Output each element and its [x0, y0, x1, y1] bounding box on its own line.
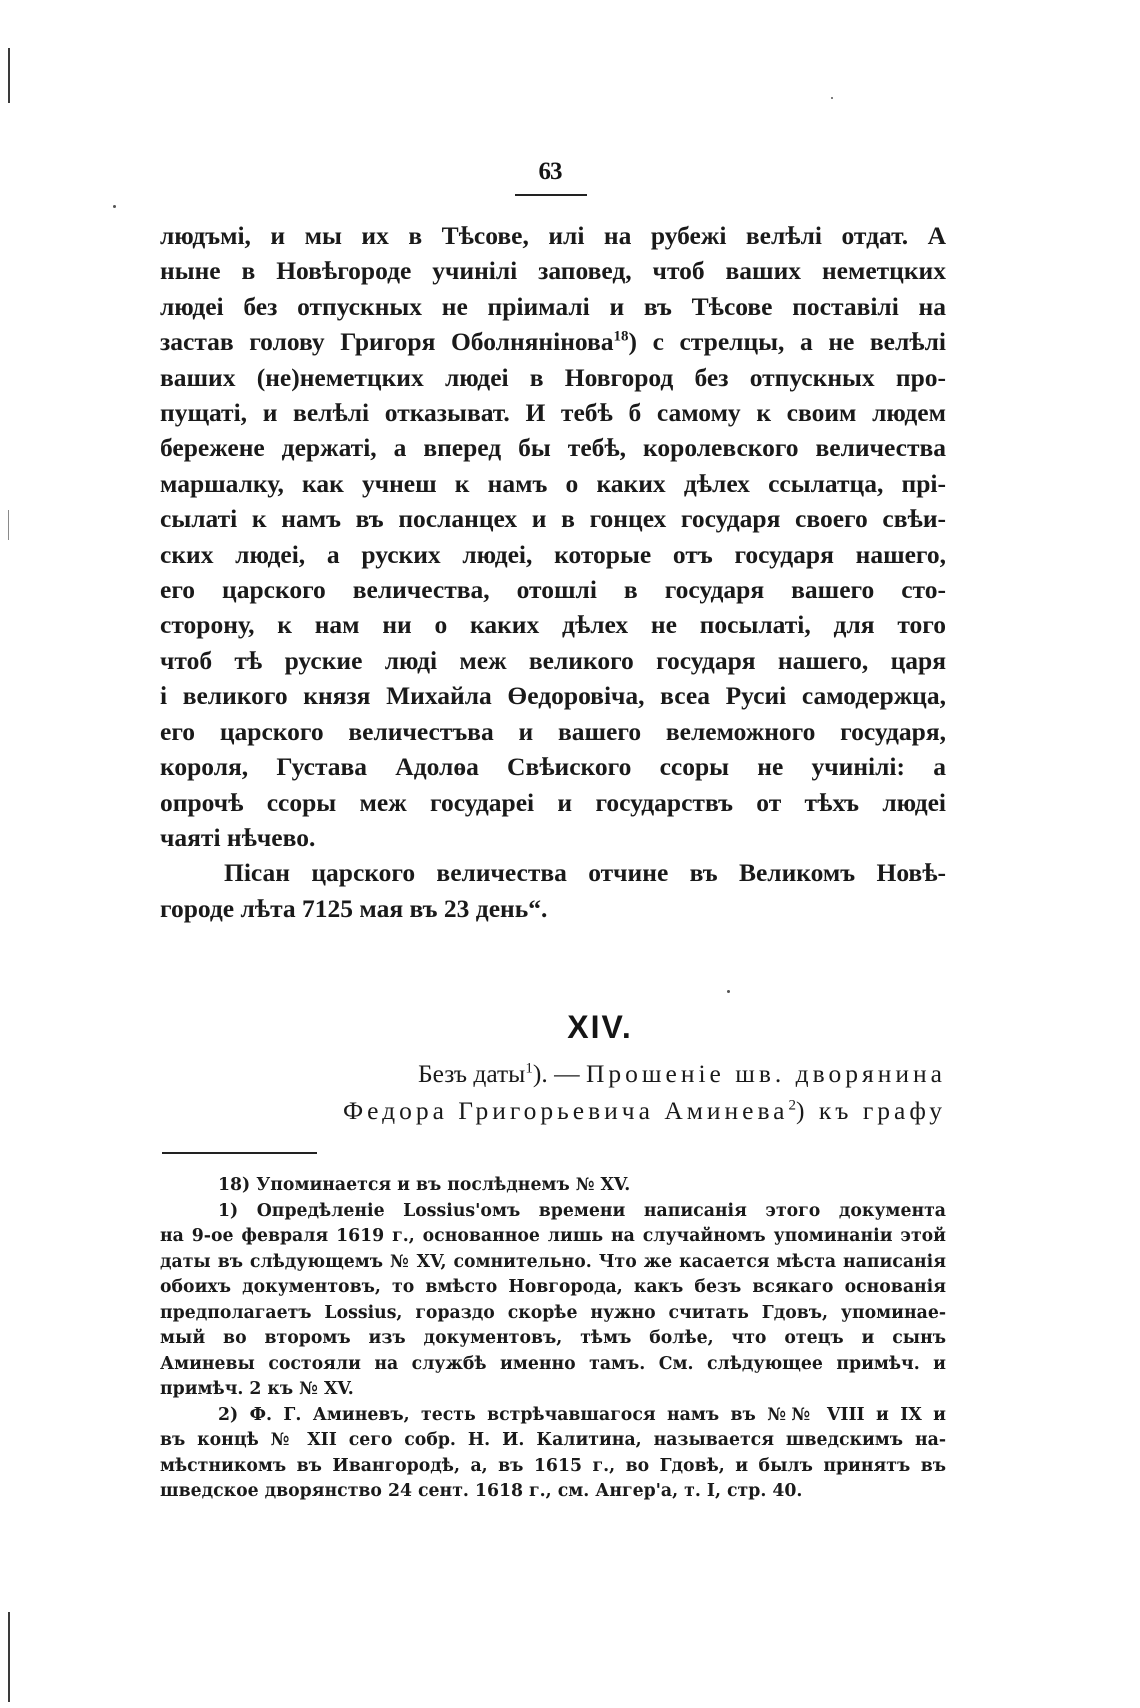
text-line: ныне в Новѣгороде учинiлi заповед, чтоб ваших неметцких: [160, 256, 946, 286]
footnote-line: мѣстникомъ въ Ивангородѣ, а, въ 1615 г., во Гдовѣ, и былъ принятъ въ: [160, 1455, 946, 1476]
text-line: городе лѣта 7125 мая въ 23 день“.: [160, 893, 548, 923]
footnote-line: 2) Ф. Г. Аминевъ, тесть встрѣчавшагося намъ въ №№ VIII и IX и: [218, 1404, 946, 1425]
footnote-line: 1) Опредѣленiе Lossius'омъ времени написанiя этого документа: [218, 1200, 946, 1221]
scan-edge-mark: [8, 48, 10, 103]
text-line: чаятi нѣчево.: [160, 822, 316, 852]
text-line: пущатi, и велѣлi отказыват. И тебѣ б самому к своим людем: [160, 398, 946, 428]
heading-line: [160, 1092, 946, 1129]
footnote-line: въ концѣ № XII сего собр. Н. И. Калитина, называется шведскимъ на-: [160, 1430, 946, 1450]
text-line-part: ) с стрелцы, а не велѣлi: [628, 327, 946, 357]
text-line: чтоб тѣ руские люді меж великого государя нашего, царя: [160, 645, 946, 675]
text-line: ских людеi, а руских людеi, которые отъ государя нашего,: [160, 539, 946, 569]
footnote-line: обоихъ документовъ, то вмѣсто Новгорода, какъ безъ всякаго основанiя: [160, 1277, 946, 1297]
text-line: людъмi, и мы их в Тѣсове, илi на рубежi велѣлi отдат. А: [160, 221, 946, 250]
page-number-rule: [515, 194, 587, 196]
footnote-line: 18) Упоминается и въ послѣднемъ № XV.: [218, 1175, 631, 1195]
page-number: 63: [538, 158, 562, 185]
footnote-line: шведское дворянство 24 сент. 1618 г., см. Ангер'а, т. I, стр. 40.: [160, 1481, 803, 1501]
footnote-ref-18: 18: [613, 328, 629, 345]
scan-speck: [831, 97, 833, 99]
heading-part: Прошенiе шв. дворянина: [585, 1059, 946, 1088]
text-line: людеi без отпускных не прiималi и въ Тѣсове поставiлi на: [160, 291, 946, 321]
heading-part: ) къ графу: [796, 1096, 946, 1125]
text-line: [160, 324, 946, 359]
section-number: XIV.: [567, 1009, 633, 1045]
footnote-line: примѣч. 2 къ № XV.: [160, 1379, 354, 1399]
text-line: ваших (не)неметцких людеi в Новгород без отпускных про-: [160, 362, 946, 392]
heading-line: [160, 1055, 946, 1092]
scan-speck: [727, 990, 730, 993]
footnote-line: даты въ слѣдующемъ № XV, сомнительно. Что же касается мѣста написанiя: [160, 1251, 946, 1272]
footnote-ref-2: 2: [788, 1097, 797, 1114]
footnote-ref-1: 1: [525, 1060, 533, 1077]
footnote-rule: [162, 1152, 317, 1154]
text-line: сылатi к намъ въ посланцех и в гонцех государя своего свѣи-: [160, 504, 946, 534]
text-line: сторону, к нам ни о каких дѣлех не посылатi, для того: [160, 610, 946, 640]
text-line: опрочѣ ссоры меж государеi и государствъ от тѣхъ людеi: [160, 787, 946, 817]
heading-part: ). —: [532, 1059, 586, 1088]
text-line-part: застав голову Григоря Оболнянiнова: [160, 327, 614, 357]
scan-speck: [113, 205, 116, 208]
footnotes: [160, 1173, 946, 1505]
footnote-line: предполагаетъ Lossius, гораздо скорѣе нужно считать Гдовъ, упоминае-: [160, 1302, 946, 1323]
text-line: маршалку, как учнеш к намъ о каких дѣлех ссылатца, прi-: [160, 468, 946, 498]
document-heading: [160, 1055, 946, 1129]
scan-edge-mark: [8, 1612, 10, 1702]
heading-part: Федора Григорьевича Аминева: [343, 1096, 789, 1125]
text-line: бережене держатi, а вперед бы тебѣ, королевского величества: [160, 433, 946, 463]
text-line: его царского величества, отошлi в государя вашего сто-: [160, 575, 946, 605]
text-line: короля, Густава Адолөа Свѣиского ссоры не учинiлi: а: [160, 752, 946, 782]
text-line: і великого князя Михайла Өедоровiча, всеа Русиi самодержца,: [160, 681, 946, 711]
text-line: Пiсан царского величества отчине въ Великомъ Новѣ-: [224, 858, 946, 888]
text-line: его царского величестъва и вашего велеможного государя,: [160, 716, 946, 746]
footnote-line: мый во второмъ изъ документовъ, тѣмъ болѣе, что отецъ и сынъ: [160, 1328, 946, 1348]
scan-edge-mark: [8, 510, 9, 540]
footnote-line: на 9-ое февраля 1619 г., основанное лишь на случайномъ упоминанiи этой: [160, 1226, 946, 1246]
heading-part: Безъ даты: [417, 1059, 526, 1088]
footnote-line: Аминевы состояли на службѣ именно тамъ. См. слѣдующее примѣч. и: [160, 1353, 946, 1374]
main-text: [160, 218, 946, 926]
